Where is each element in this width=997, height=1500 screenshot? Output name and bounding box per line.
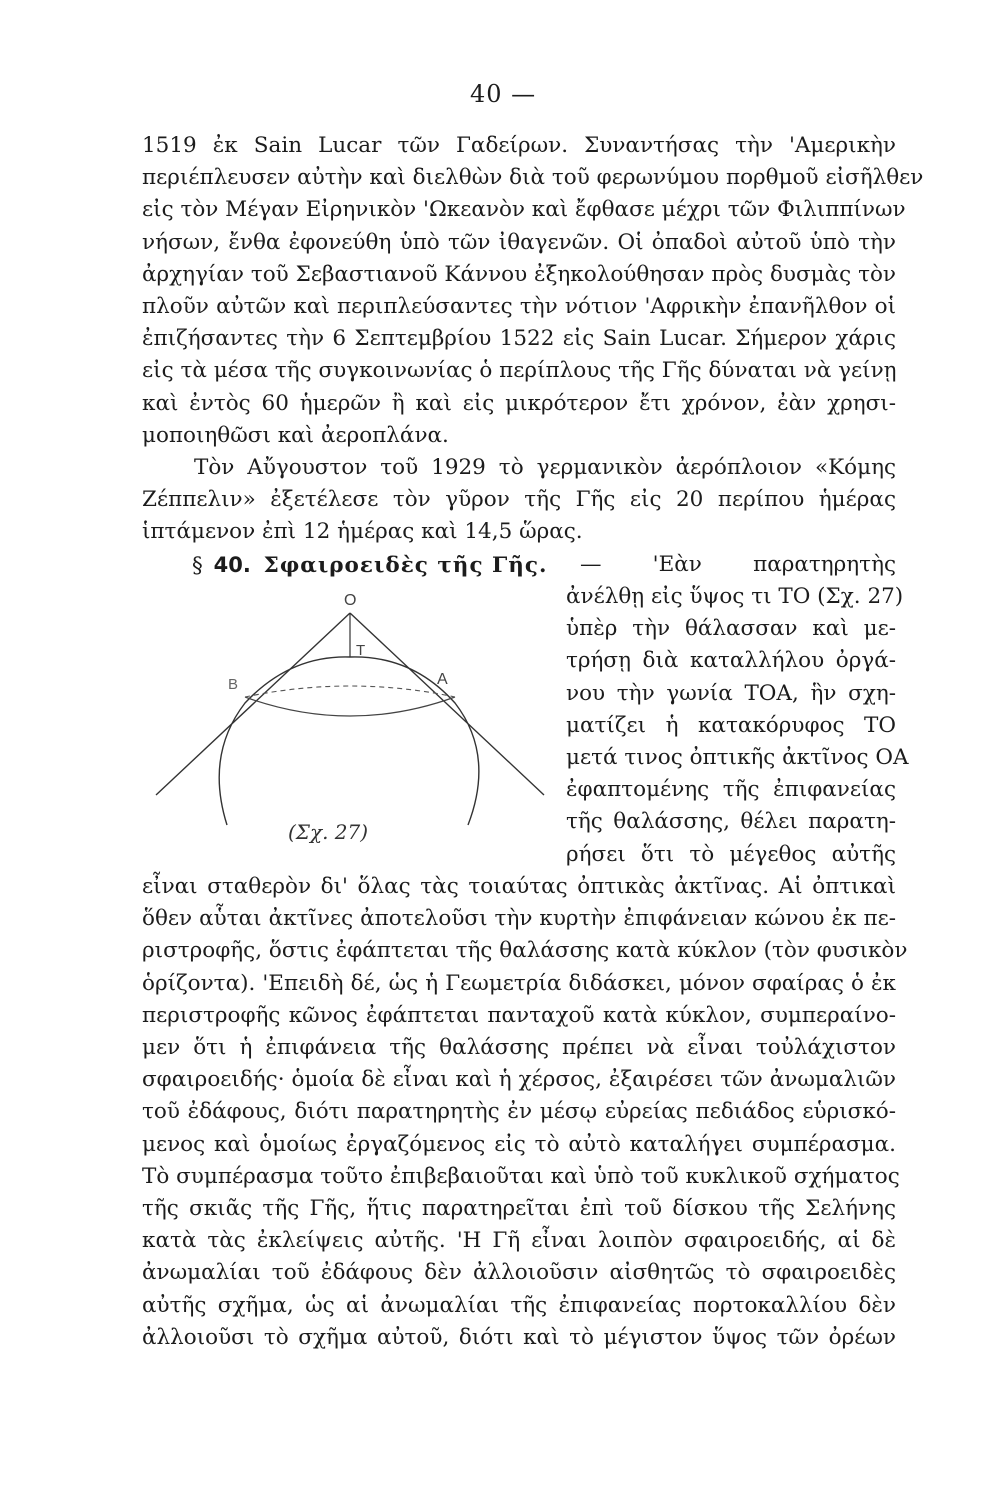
text-line: εἶναι σταθερὸν δι' ὅλας τὰς τοιαύτας ὀπτικὰς ἀκτῖνας. Αἱ ὀπτικαὶ [142, 874, 896, 899]
text-line: Τὸν Αὔγουστον τοῦ 1929 τὸ γερμανικὸν ἀερόπλοιον «Κόμης [194, 455, 896, 480]
paragraph-sphericity [142, 871, 908, 1354]
text-line: ἀρχηγίαν τοῦ Σεβαστιανοῦ Κάννου ἐξηκολούθησαν πρὸς δυσμὰς τὸν [142, 261, 896, 287]
text-line: μοποιηθῶσι καὶ ἀεροπλάνα. [142, 422, 449, 448]
paragraph-zeppelin [142, 452, 896, 549]
paragraph-magellan [142, 130, 924, 452]
text-line: κατὰ τὰς ἐκλείψεις αὐτῆς. 'Η Γῆ εἶναι λοιπὸν σφαιροειδής, αἱ δὲ [142, 1228, 896, 1254]
right-tangent-line [350, 613, 544, 795]
label-a: Α [437, 671, 448, 688]
text-line: πλοῦν αὐτῶν καὶ περιπλεύσαντες τὴν νότιον 'Αφρικὴν ἐπανῆλθον οἱ [142, 294, 896, 320]
text-line: ρήσει ὅτι τὸ μέγεθος αὐτῆς [566, 841, 896, 867]
text-line: αὐτῆς σχῆμα, ὡς αἱ ἀνωμαλίαι τῆς ἐπιφανείας πορτοκαλλίου δὲν [142, 1292, 896, 1318]
text-line: μεν ὅτι ἡ ἐπιφάνεια τῆς θαλάσσης πρέπει νὰ εἶναι τοὐλάχιστον [142, 1035, 896, 1061]
paragraph-right-column [566, 581, 909, 871]
text-line: ὁρίζοντα). 'Επειδὴ δέ, ὡς ἡ Γεωμετρία διδάσκει, μόνον σφαίρας ὁ ἐκ [142, 970, 896, 996]
left-tangent-line [156, 613, 350, 795]
text-line: ματίζει ἡ κατακόρυφος ΤΟ [566, 712, 896, 738]
section-heading [142, 549, 896, 582]
text-line: ὑπὲρ τὴν θάλασσαν καὶ με- [566, 616, 896, 642]
horizon-circle-front [245, 697, 455, 716]
text-line: τοῦ ἐδάφους, διότι παρατηρητὴς ἐν μέσῳ εὐρείας πεδιάδος εὑρισκό- [142, 1099, 896, 1125]
text-line: μενος καὶ ὁμοίως ἐργαζόμενος εἰς τὸ αὐτὸ καταλήγει συμπέρασμα. [142, 1131, 896, 1157]
text-line: νήσων, ἔνθα ἐφονεύθη ὑπὸ τῶν ἰθαγενῶν. Οἱ ὀπαδοὶ αὐτοῦ ὑπὸ τὴν [142, 229, 896, 255]
text-line: ριστροφῆς, ὅστις ἐφάπτεται τῆς θαλάσσης κατὰ κύκλον (τὸν φυσικὸν [142, 938, 908, 964]
cone-sphere-diagram [150, 585, 550, 855]
text-line: εἰς τὰ μέσα τῆς συγκοινωνίας ὁ περίπλους τῆς Γῆς δύναται νὰ γείνῃ [142, 358, 897, 384]
text-line: τρήσῃ διὰ καταλλήλου ὀργά- [566, 648, 896, 674]
text-line: ἀνωμαλίαι τοῦ ἐδάφους δὲν ἀλλοιοῦσιν αἰσθητῶς τὸ σφαιροειδὲς [142, 1260, 896, 1286]
text-line: Τὸ συμπέρασμα τοῦτο ἐπιβεβαιοῦται καὶ ὑπὸ τοῦ κυκλικοῦ σχήματος [142, 1163, 900, 1189]
figure-27 [150, 585, 550, 855]
text-line: καὶ ἐντὸς 60 ἡμερῶν ἢ καὶ εἰς μικρότερον ἔτι χρόνον, ἐὰν χρησι- [142, 390, 896, 416]
text-line: 1519 ἐκ Sain Lucar τῶν Γαδείρων. Συναντήσας τὴν 'Αμερικὴν [142, 133, 896, 158]
text-line: ὅθεν αὗται ἀκτῖνες ἀποτελοῦσι τὴν κυρτὴν ἐπιφάνειαν κώνου ἐκ πε- [142, 906, 896, 932]
text-line: τῆς θαλάσσης, θέλει παρατη- [566, 809, 896, 835]
text-line: περιστροφῆς κῶνος ἐφάπτεται πανταχοῦ κατὰ κύκλον, συμπεραίνο- [142, 1002, 896, 1028]
text-line: νου τὴν γωνία ΤΟΑ, ἣν σχη- [566, 680, 896, 706]
label-t: Τ [356, 642, 366, 659]
section-first-line: — 'Εὰν παρατηρητὴς [580, 552, 896, 577]
section-sign: § [192, 553, 203, 578]
text-line: ἀλλοιοῦσι τὸ σχῆμα αὐτοῦ, διότι καὶ τὸ μέγιστον ὕψος τῶν ὀρέων [142, 1324, 896, 1350]
section-title: Σφαιροειδὲς τῆς Γῆς. [263, 553, 548, 578]
text-line: σφαιροειδής· ὁμοία δὲ εἶναι καὶ ἡ χέρσος, ἐξαιρέσει τῶν ἀνωμαλιῶν [142, 1067, 896, 1093]
text-line: ἱπτάμενον ἐπὶ 12 ἡμέρας καὶ 14,5 ὥρας. [142, 519, 583, 545]
section-number: 40. [213, 553, 251, 577]
text-line: ἐπιζήσαντες τὴν 6 Σεπτεμβρίου 1522 εἰς Sain Lucar. Σήμερον χάρις [142, 326, 896, 352]
label-o: Ο [344, 592, 357, 609]
text-line: τῆς σκιᾶς τῆς Γῆς, ἥτις παρατηρεῖται ἐπὶ τοῦ δίσκου τῆς Σελήνης [142, 1196, 896, 1222]
text-line: Ζέππελιν» ἐξετέλεσε τὸν γῦρον τῆς Γῆς εἰς 20 περίπου ἡμέρας [142, 487, 896, 513]
text-line: μετά τινος ὀπτικῆς ἀκτῖνος ΟΑ [566, 745, 909, 771]
text-line: ἀνέλθῃ εἰς ὕψος τι ΤΟ (Σχ. 27) [566, 584, 904, 609]
page-number: 40 — [470, 80, 537, 108]
text-line: εἰς τὸν Μέγαν Εἰρηνικὸν 'Ωκεανὸν καὶ ἔφθασε μέχρι τῶν Φιλιππίνων [142, 197, 906, 223]
text-line: περιέπλευσεν αὐτὴν καὶ διελθὼν διὰ τοῦ φερωνύμου πορθμοῦ εἰσῆλθεν [142, 165, 924, 191]
label-b: Β [228, 676, 239, 693]
text-line: ἐφαπτομένης τῆς ἐπιφανείας [566, 777, 896, 803]
horizon-circle-back [245, 686, 455, 697]
figure-caption: (Σχ. 27) [288, 820, 369, 844]
